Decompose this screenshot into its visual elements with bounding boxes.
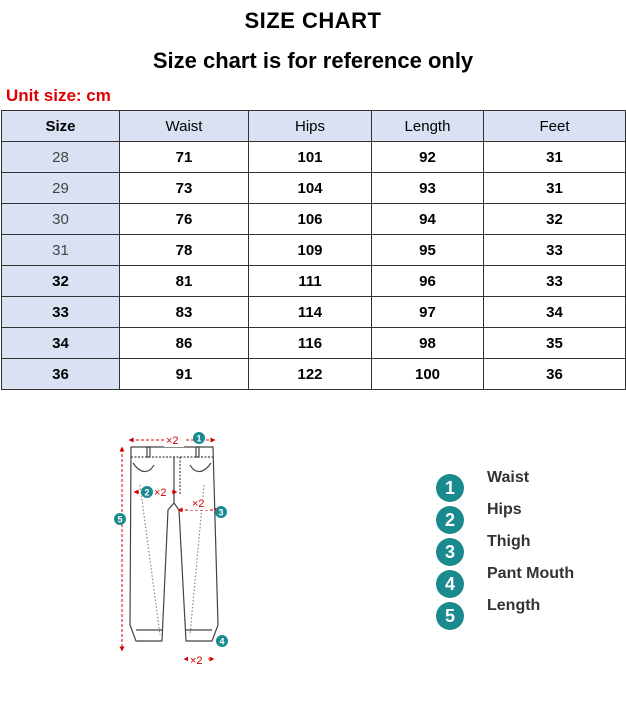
size-cell: 30: [2, 204, 120, 235]
waist-cell: 73: [120, 173, 249, 204]
table-row: [2, 173, 626, 204]
waist-cell: 76: [120, 204, 249, 235]
legend-number: 3: [436, 538, 464, 566]
header-length: Length: [372, 111, 484, 142]
feet-cell: 31: [484, 173, 626, 204]
legend-label: Length: [487, 597, 541, 614]
hips-cell: 109: [249, 235, 372, 266]
header-hips: Hips: [249, 111, 372, 142]
legend-item-thigh: [436, 532, 574, 564]
legend-number: 1: [436, 474, 464, 502]
length-cell: 92: [372, 142, 484, 173]
hips-cell: 114: [249, 297, 372, 328]
hips-cell: 122: [249, 359, 372, 390]
legend-number: 2: [436, 506, 464, 534]
legend-item-length: [436, 596, 574, 628]
legend-item-hips: [436, 500, 574, 532]
hips-mark: ×2: [154, 487, 167, 499]
page-title: SIZE CHART: [244, 8, 382, 33]
marker-3: 3: [218, 507, 224, 518]
waist-cell: 86: [120, 328, 249, 359]
page-subtitle: Size chart is for reference only: [152, 48, 474, 73]
hips-cell: 101: [249, 142, 372, 173]
length-cell: 95: [372, 235, 484, 266]
feet-cell: 36: [484, 359, 626, 390]
size-cell: 29: [2, 173, 120, 204]
length-cell: 98: [372, 328, 484, 359]
feet-cell: 34: [484, 297, 626, 328]
size-cell: 34: [2, 328, 120, 359]
waist-cell: 91: [120, 359, 249, 390]
length-cell: 100: [372, 359, 484, 390]
feet-cell: 33: [484, 266, 626, 297]
length-cell: 96: [372, 266, 484, 297]
legend-item-pant-mouth: [436, 564, 574, 596]
hips-cell: 116: [249, 328, 372, 359]
legend-number: 5: [436, 602, 464, 630]
waist-cell: 81: [120, 266, 249, 297]
waist-cell: 78: [120, 235, 249, 266]
length-cell: 93: [372, 173, 484, 204]
table-header-row: [2, 111, 626, 142]
waist-cell: 71: [120, 142, 249, 173]
size-cell: 32: [2, 266, 120, 297]
pants-icon: [130, 447, 218, 641]
feet-cell: 33: [484, 235, 626, 266]
marker-5: 5: [117, 514, 123, 525]
size-cell: 28: [2, 142, 120, 173]
legend-item-waist: [436, 468, 574, 500]
waist-cell: 83: [120, 297, 249, 328]
table-row: [2, 297, 626, 328]
length-cell: 97: [372, 297, 484, 328]
marker-1: 1: [196, 433, 202, 444]
header-waist: Waist: [120, 111, 249, 142]
length-cell: 94: [372, 204, 484, 235]
feet-cell: 31: [484, 142, 626, 173]
size-cell: 36: [2, 359, 120, 390]
table-row: [2, 266, 626, 297]
hips-cell: 104: [249, 173, 372, 204]
table-row: [2, 142, 626, 173]
hips-cell: 111: [249, 266, 372, 297]
header-size: Size: [2, 111, 120, 142]
table-row: [2, 328, 626, 359]
table-row: [2, 359, 626, 390]
thigh-mark: ×2: [192, 498, 205, 510]
legend-label: Hips: [487, 501, 522, 518]
legend-number: 4: [436, 570, 464, 598]
size-cell: 31: [2, 235, 120, 266]
waist-mark: ×2: [166, 435, 179, 447]
legend-label: Thigh: [487, 533, 531, 550]
unit-note: Unit size: cm: [6, 86, 111, 105]
size-cell: 33: [2, 297, 120, 328]
table-row: [2, 235, 626, 266]
marker-4: 4: [219, 636, 225, 647]
pants-diagram: [100, 425, 240, 670]
feet-cell: 35: [484, 328, 626, 359]
hips-cell: 106: [249, 204, 372, 235]
header-feet: Feet: [484, 111, 626, 142]
feet-cell: 32: [484, 204, 626, 235]
size-table: [1, 110, 626, 390]
pant-mouth-mark: ×2: [190, 655, 203, 667]
measurement-legend: [436, 468, 574, 628]
table-row: [2, 204, 626, 235]
marker-2: 2: [144, 487, 150, 498]
legend-label: Pant Mouth: [487, 565, 575, 582]
legend-label: Waist: [487, 469, 530, 486]
